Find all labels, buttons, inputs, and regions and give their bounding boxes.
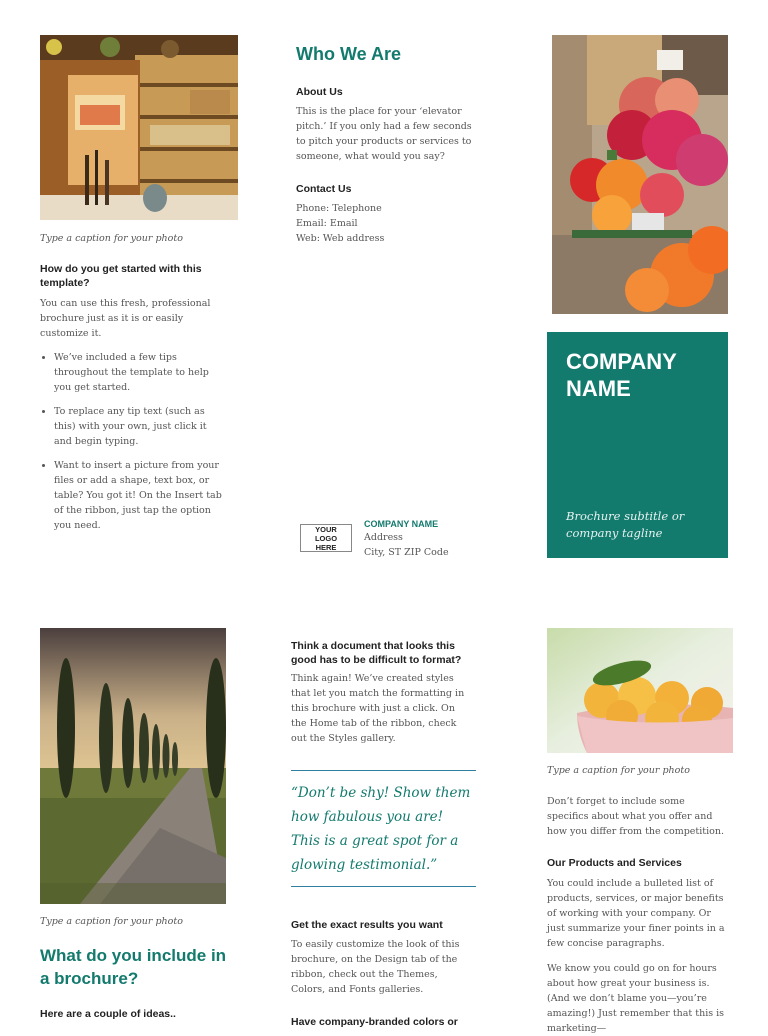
company-name-title: COMPANY NAME bbox=[566, 349, 677, 401]
quote-top-rule bbox=[291, 770, 476, 771]
section-text: To easily customize the look of this brochure, on the Design tab of the ribbon, check out the Themes, Colors, and Fonts galleries. bbox=[291, 939, 460, 995]
section-subheading: Here are a couple of ideas.. bbox=[40, 1008, 176, 1020]
products-text: You could include a bulleted list of products, services, or major benefits of working with your company. Or just summarize your finer points in a few concise paragraphs. bbox=[547, 878, 725, 949]
company-address: Address bbox=[364, 532, 403, 543]
kitchen-photo bbox=[40, 35, 238, 220]
brochure-subtitle: Brochure subtitle or company tagline bbox=[566, 509, 685, 540]
list-item: • Want to insert a picture from your files or add a shape, text box, or table? You got it! On the Insert tab of the ribbon, just tap the option you need. bbox=[54, 458, 225, 533]
quote-bottom-rule bbox=[291, 886, 476, 887]
closing-text: We know you could go on for hours about how great your business is. (And we don’t blame you—you’re amazing!) Just remember that this is marketing— bbox=[547, 963, 725, 1034]
contact-web: Web: Web address bbox=[296, 233, 385, 244]
testimonial-quote: “Don’t be shy! Show them how fabulous you are! This is a great spot for a glowing testimonial.” bbox=[291, 785, 471, 873]
contact-email: Email: Email bbox=[296, 218, 358, 229]
about-heading: About Us bbox=[296, 86, 343, 98]
intro-paragraph: You can use this fresh, professional brochure just as it is or easily customize it. bbox=[40, 298, 211, 339]
flowers-photo bbox=[552, 35, 728, 314]
oranges-photo bbox=[547, 628, 733, 753]
photo-caption: Type a caption for your photo bbox=[547, 765, 690, 776]
about-text: This is the place for your ‘elevator pitch.’ If you only had a few seconds to pitch your products or services to someone, what would you say? bbox=[296, 106, 472, 162]
section-heading: Get the exact results you want bbox=[291, 919, 443, 931]
contact-phone: Phone: Telephone bbox=[296, 203, 382, 214]
section-text: Don’t forget to include some specifics about what you offer and how you differ from the competition. bbox=[547, 796, 724, 837]
cover-panel bbox=[547, 332, 728, 558]
section-heading: Have company-branded colors or bbox=[291, 1016, 458, 1028]
section-heading: Think a document that looks this good has to be difficult to format? bbox=[291, 640, 462, 666]
logo-placeholder bbox=[300, 524, 352, 552]
company-city: City, ST ZIP Code bbox=[364, 547, 449, 558]
products-heading: Our Products and Services bbox=[547, 857, 682, 869]
road-photo bbox=[40, 628, 226, 904]
tips-list bbox=[40, 350, 225, 542]
photo-caption: Type a caption for your photo bbox=[40, 233, 183, 244]
section-text: Think again! We’ve created styles that let you match the formatting in this brochure with just a click. On the Home tab of the ribbon, check out the Styles gallery. bbox=[291, 673, 465, 744]
list-item: • To replace any tip text (such as this) with your own, just click it and begin typing. bbox=[54, 404, 225, 449]
section-title: What do you include in a brochure? bbox=[40, 946, 227, 988]
photo-caption: Type a caption for your photo bbox=[40, 916, 183, 927]
contact-heading: Contact Us bbox=[296, 183, 352, 195]
section-heading: How do you get started with this template? bbox=[40, 263, 202, 289]
company-name-small: COMPANY NAME bbox=[364, 519, 439, 529]
list-item: • We’ve included a few tips throughout the template to help you get started. bbox=[54, 350, 225, 395]
logo-text: YOUR LOGO HERE bbox=[314, 524, 338, 552]
page-title: Who We Are bbox=[296, 44, 402, 64]
